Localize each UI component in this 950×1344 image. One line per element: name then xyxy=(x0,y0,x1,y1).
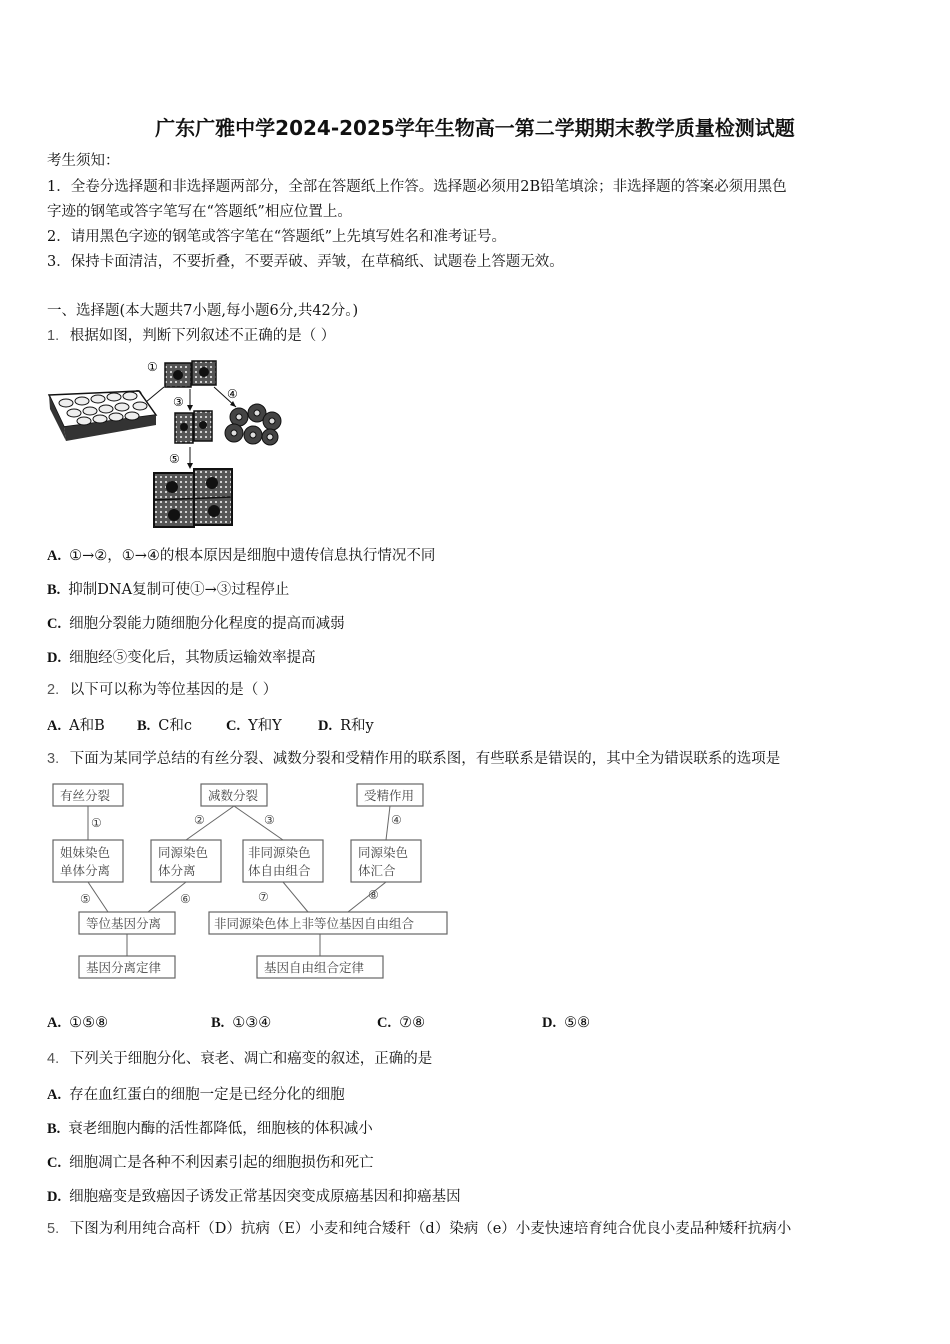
question-number: 5. xyxy=(47,1221,60,1237)
option-4d[interactable]: D. 细胞癌变是致癌因子诱发正常基因突变成原癌基因和抑癌基因 xyxy=(47,1189,461,1205)
question-number: 1. xyxy=(47,328,60,344)
division-relation-diagram xyxy=(48,780,458,980)
box-text: 同源染色 xyxy=(358,845,409,860)
box-mitosis: 有丝分裂 xyxy=(60,788,111,803)
option-4c[interactable]: C. 细胞凋亡是各种不利因素引起的细胞损伤和死亡 xyxy=(47,1155,374,1171)
option-3c[interactable]: C. ⑦⑧ xyxy=(377,1015,426,1031)
question-text: 下图为利用纯合高杆（D）抗病（E）小麦和纯合矮秆（d）染病（e）小麦快速培育纯合优良小麦品种矮秆抗病小 xyxy=(69,1221,792,1237)
question-number: 3. xyxy=(47,751,60,767)
cell-differentiation-figure xyxy=(44,355,284,535)
page-title: 广东广雅中学2024-2025学年生物高一第二学期期末教学质量检测试题 xyxy=(155,116,795,140)
fig-label-5: ⑤ xyxy=(169,452,180,466)
option-1a[interactable]: A. ①→②，①→④的根本原因是细胞中遗传信息执行情况不同 xyxy=(47,548,436,564)
box-assortment-law: 基因自由组合定律 xyxy=(264,960,365,975)
option-2a[interactable]: A. A和B xyxy=(47,718,105,734)
box-fertilization: 受精作用 xyxy=(364,788,415,803)
diagram-num: ④ xyxy=(391,813,402,827)
option-3a[interactable]: A. ①⑤⑧ xyxy=(47,1015,109,1031)
question-text: 根据如图，判断下列叙述不正确的是（ ） xyxy=(69,328,336,344)
notice-item: 2．请用黑色字迹的钢笔或答字笔在“答题纸”上先填写姓名和准考证号。 xyxy=(47,229,507,245)
section-heading: 一、选择题(本大题共7小题,每小题6分,共42分。) xyxy=(47,303,359,319)
diagram-num: ① xyxy=(91,816,102,830)
box-text: 同源染色 xyxy=(158,845,209,860)
option-1d[interactable]: D. 细胞经⑤变化后，其物质运输效率提高 xyxy=(47,650,316,666)
notice-item: 字迹的钢笔或答字笔写在“答题纸”相应位置上。 xyxy=(47,204,352,220)
question-stem xyxy=(47,326,335,346)
box-meiosis: 减数分裂 xyxy=(208,788,259,803)
question-number: 2. xyxy=(47,682,60,698)
option-1c[interactable]: C. 细胞分裂能力随细胞分化程度的提高而减弱 xyxy=(47,616,345,632)
box-text: 体汇合 xyxy=(358,863,396,878)
box-allele-separation: 等位基因分离 xyxy=(86,916,162,931)
question-text: 下列关于细胞分化、衰老、凋亡和癌变的叙述，正确的是 xyxy=(69,1051,433,1067)
box-text: 姐妹染色 xyxy=(60,845,111,860)
diagram-num: ⑧ xyxy=(368,888,379,902)
option-3d[interactable]: D. ⑤⑧ xyxy=(542,1015,591,1031)
diagram-num: ② xyxy=(194,813,205,827)
option-2d[interactable]: D. R和y xyxy=(318,718,374,734)
notice-heading: 考生须知： xyxy=(47,153,120,169)
box-text: 体自由组合 xyxy=(248,863,311,878)
question-stem xyxy=(47,1219,791,1239)
question-stem xyxy=(47,680,277,700)
box-text: 体分离 xyxy=(158,863,196,878)
fig-label-3: ③ xyxy=(173,395,184,409)
cell-sheet-2 xyxy=(49,391,156,441)
fig-label-1: ① xyxy=(147,360,158,374)
diagram-num: ⑤ xyxy=(80,892,91,906)
option-2c[interactable]: C. Y和Y xyxy=(226,718,282,734)
cell-cluster-4 xyxy=(225,404,281,445)
option-4a[interactable]: A. 存在血红蛋白的细胞一定是已经分化的细胞 xyxy=(47,1087,345,1103)
question-stem xyxy=(47,749,780,769)
fig-label-4: ④ xyxy=(227,387,238,401)
option-3b[interactable]: B. ①③④ xyxy=(211,1015,272,1031)
diagram-num: ③ xyxy=(264,813,275,827)
notice-item: 1．全卷分选择题和非选择题两部分，全部在答题纸上作答。选择题必须用2B铅笔填涂；非选择题的答案必须用黑色 xyxy=(47,179,787,195)
box-text: 非同源染色 xyxy=(248,845,311,860)
notice-item: 3．保持卡面清洁，不要折叠，不要弄破、弄皱，在草稿纸、试题卷上答题无效。 xyxy=(47,254,564,270)
diagram-num: ⑦ xyxy=(258,890,269,904)
question-text: 下面为某同学总结的有丝分裂、减数分裂和受精作用的联系图，有些联系是错误的，其中全为错误联系的选项是 xyxy=(69,751,781,767)
cell-group-5 xyxy=(154,469,232,527)
option-2b[interactable]: B. C和c xyxy=(137,718,193,734)
option-1b[interactable]: B. 抑制DNA复制可使①→③过程停止 xyxy=(47,582,290,598)
diagram-num: ⑥ xyxy=(180,892,191,906)
box-text: 单体分离 xyxy=(60,863,111,878)
question-stem xyxy=(47,1049,432,1069)
cell-group-3 xyxy=(175,411,212,443)
question-number: 4. xyxy=(47,1051,60,1067)
option-4b[interactable]: B. 衰老细胞内酶的活性都降低，细胞核的体积减小 xyxy=(47,1121,373,1137)
box-free-combination: 非同源染色体上非等位基因自由组合 xyxy=(214,916,415,931)
box-segregation-law: 基因分离定律 xyxy=(86,960,162,975)
cell-group-1 xyxy=(165,361,216,387)
question-text: 以下可以称为等位基因的是（ ） xyxy=(69,682,278,698)
